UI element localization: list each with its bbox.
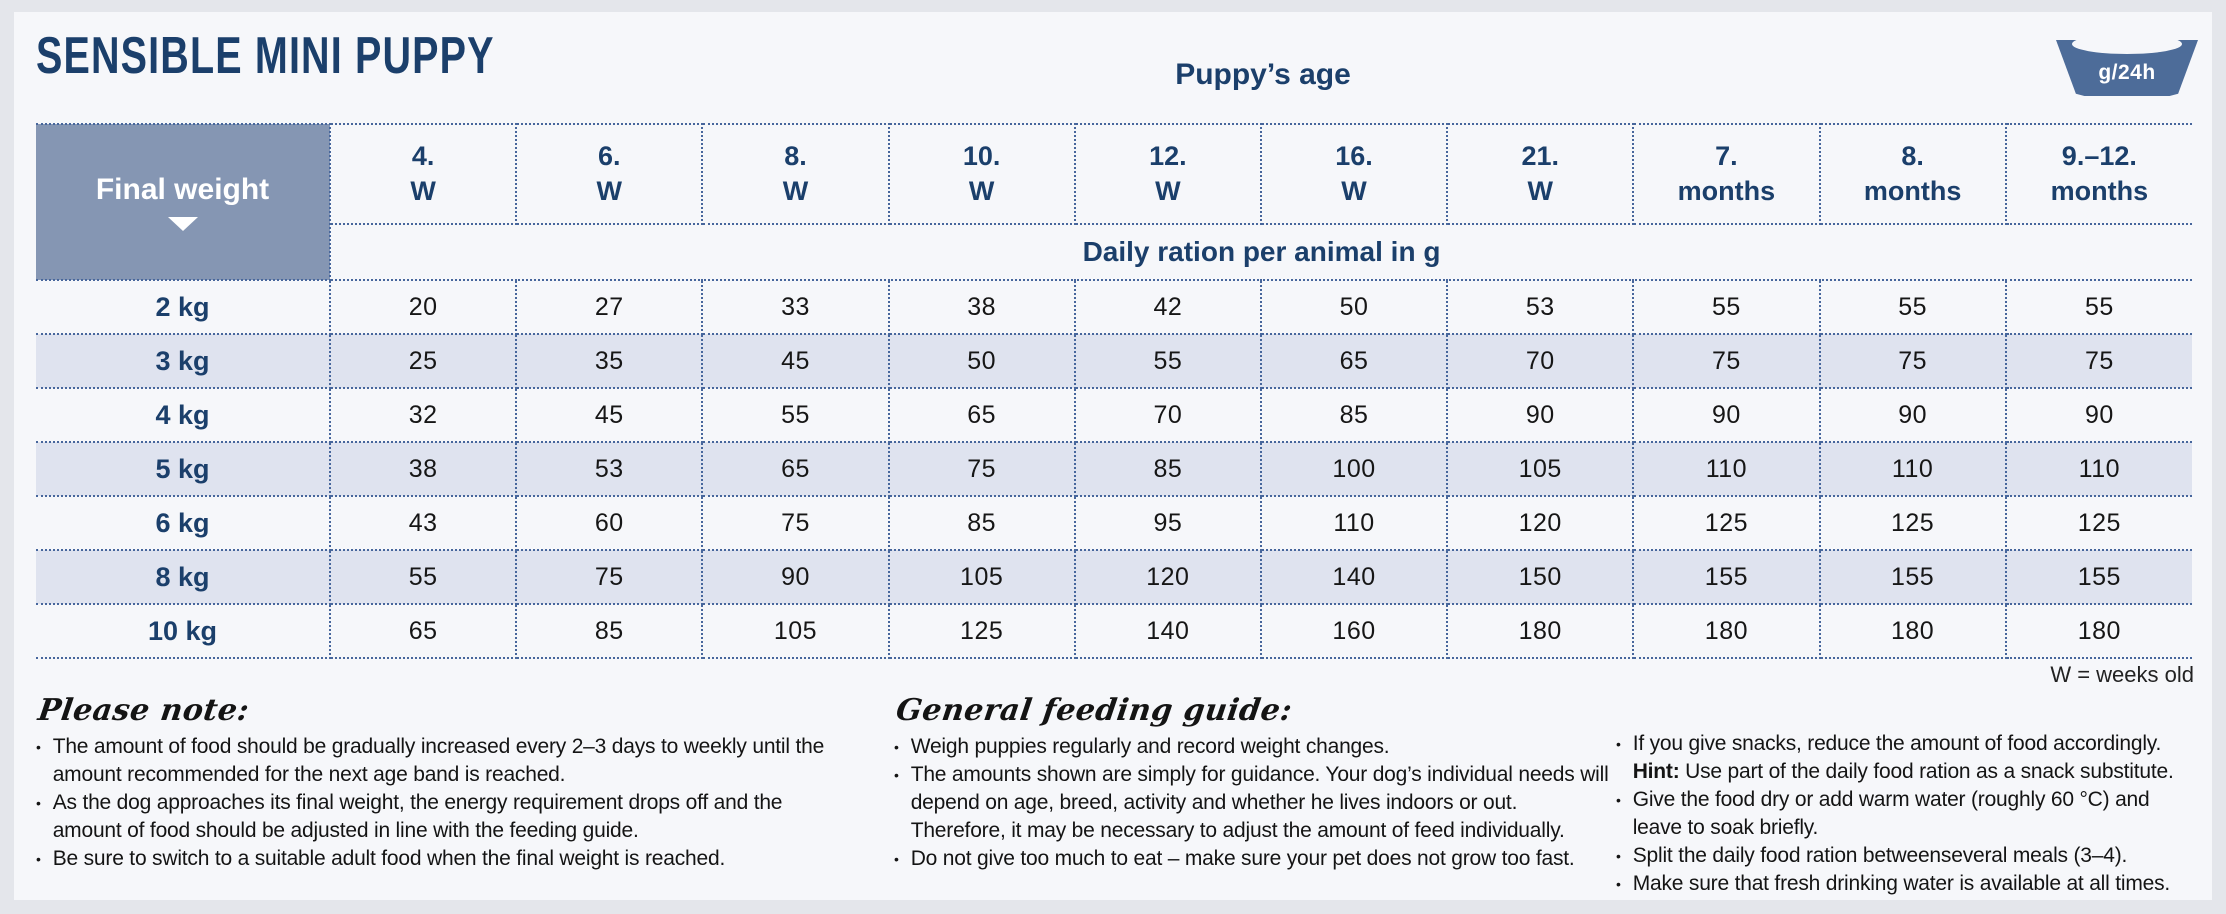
ration-value-cell: 180 [2006,604,2192,658]
ration-value-cell: 65 [889,388,1075,442]
table-title: Puppy’s age [1175,58,1351,91]
arrow-down-icon [168,217,198,231]
ration-value-cell: 140 [1075,604,1261,658]
ration-value-cell: 90 [1633,388,1819,442]
ration-value-cell: 85 [1075,442,1261,496]
weeks-legend: W = weeks old [2050,662,2194,687]
ration-value-cell: 110 [1633,442,1819,496]
ration-value-cell: 85 [1261,388,1447,442]
final-weight-value: 4 kg [36,388,330,442]
bullet-dot-icon: • [1616,876,1621,892]
table-row [36,496,2192,550]
bullet-dot-icon: • [36,851,41,867]
note-text: Give the food dry or add warm water (roughly 60 °C) and leave to soak briefly. [1632,788,2150,839]
tips-list [1616,730,2204,898]
note-bullet [894,733,1610,761]
ration-value-cell: 120 [1075,550,1261,604]
feeding-guide-section [894,694,1610,873]
ration-value-cell: 180 [1820,604,2006,658]
ration-value-cell: 90 [702,550,888,604]
note-bullet [1616,730,2204,786]
note-text: Split the daily food ration betweenseveral meals (3–4). [1632,844,2128,867]
age-header-row [36,124,2192,224]
note-text: Be sure to switch to a suitable adult food when the final weight is reached. [52,847,726,870]
ration-value-cell: 55 [1820,280,2006,334]
note-text: As the dog approaches its final weight, the energy requirement drops off and the amount of food should be adjusted in line with the feeding guide. [52,791,783,842]
note-bullet [894,845,1610,873]
ration-value-cell: 90 [1447,388,1633,442]
ration-value-cell: 45 [516,388,702,442]
note-bullet [36,845,842,873]
ration-value-cell: 75 [889,442,1075,496]
please-note-section [36,694,842,873]
ration-value-cell: 70 [1075,388,1261,442]
ration-value-cell: 110 [1820,442,2006,496]
bullet-dot-icon: • [1616,792,1621,808]
ration-value-cell: 33 [702,280,888,334]
bullet-dot-icon: • [894,767,899,783]
table-row [36,280,2192,334]
ration-value-cell: 38 [889,280,1075,334]
bowl-icon-label: g/24h [2098,61,2156,84]
ration-value-cell: 155 [1820,550,2006,604]
table-row [36,442,2192,496]
feeding-guide-panel [14,12,2212,900]
final-weight-header [36,124,330,280]
age-column-header: 12. W [1075,124,1261,224]
table-row [36,388,2192,442]
food-bowl-icon [2056,32,2198,98]
age-column-header: 21. W [1447,124,1633,224]
please-note-heading: Please note: [35,693,252,728]
note-bullet [1616,870,2204,898]
ration-value-cell: 25 [330,334,516,388]
ration-header-row [36,224,2192,280]
note-text: If you give snacks, reduce the amount of food accordingly. Hint: Use part of the daily food ration as a snack substitute. [1632,732,2174,783]
ration-value-cell: 75 [1820,334,2006,388]
final-weight-value: 10 kg [36,604,330,658]
ration-value-cell: 32 [330,388,516,442]
ration-value-cell: 140 [1261,550,1447,604]
ration-value-cell: 120 [1447,496,1633,550]
ration-value-cell: 125 [2006,496,2192,550]
note-bullet [894,761,1610,845]
bullet-dot-icon: • [1616,848,1621,864]
note-text: The amount of food should be gradually increased every 2–3 days to weekly until the amount recommended for the next age band is reached. [52,735,825,786]
final-weight-value: 5 kg [36,442,330,496]
note-text: Do not give too much to eat – make sure your pet does not grow too fast. [910,847,1575,870]
age-column-header: 7. months [1633,124,1819,224]
ration-value-cell: 55 [2006,280,2192,334]
ration-value-cell: 50 [889,334,1075,388]
bullet-dot-icon: • [1616,736,1621,752]
final-weight-value: 2 kg [36,280,330,334]
ration-value-cell: 105 [1447,442,1633,496]
ration-value-cell: 110 [2006,442,2192,496]
ration-value-cell: 65 [702,442,888,496]
ration-value-cell: 50 [1261,280,1447,334]
ration-value-cell: 75 [1633,334,1819,388]
ration-value-cell: 90 [1820,388,2006,442]
ration-value-cell: 75 [702,496,888,550]
ration-value-cell: 20 [330,280,516,334]
hint-label: Hint: [1632,760,1680,783]
final-weight-value: 3 kg [36,334,330,388]
feeding-table [36,123,2192,659]
ration-value-cell: 75 [2006,334,2192,388]
ration-value-cell: 60 [516,496,702,550]
bowl-rim [2072,34,2182,54]
age-column-header: 4. W [330,124,516,224]
bullet-dot-icon: • [894,739,899,755]
age-column-header: 6. W [516,124,702,224]
product-title: SENSIBLE MINI PUPPY [36,27,495,85]
age-column-header: 16. W [1261,124,1447,224]
ration-value-cell: 180 [1633,604,1819,658]
note-bullet [36,733,842,789]
ration-value-cell: 27 [516,280,702,334]
tips-section [1616,730,2204,898]
ration-value-cell: 85 [516,604,702,658]
ration-value-cell: 105 [889,550,1075,604]
note-bullet [36,789,842,845]
note-text: Weigh puppies regularly and record weight changes. [910,735,1390,758]
ration-value-cell: 90 [2006,388,2192,442]
ration-value-cell: 55 [1633,280,1819,334]
note-bullet [1616,786,2204,842]
ration-value-cell: 150 [1447,550,1633,604]
feeding-guide-list [894,733,1610,873]
ration-value-cell: 160 [1261,604,1447,658]
ration-value-cell: 53 [1447,280,1633,334]
ration-value-cell: 125 [1820,496,2006,550]
ration-value-cell: 70 [1447,334,1633,388]
ration-value-cell: 55 [702,388,888,442]
bullet-dot-icon: • [36,739,41,755]
note-bullet [1616,842,2204,870]
ration-value-cell: 95 [1075,496,1261,550]
ration-value-cell: 55 [330,550,516,604]
ration-value-cell: 155 [1633,550,1819,604]
ration-value-cell: 55 [1075,334,1261,388]
note-text: Make sure that fresh drinking water is available at all times. [1632,872,2171,895]
ration-value-cell: 180 [1447,604,1633,658]
ration-value-cell: 38 [330,442,516,496]
please-note-list [36,733,842,873]
ration-value-cell: 85 [889,496,1075,550]
ration-value-cell: 75 [516,550,702,604]
age-column-header: 9.–12. months [2006,124,2192,224]
ration-value-cell: 65 [1261,334,1447,388]
note-text: The amounts shown are simply for guidance. Your dog’s individual needs will depend on age, breed, activity and whether he lives indoors or out. Therefore, it may be necessary to adjust the amount of feed individually. [910,763,1609,842]
age-column-header: 8. W [702,124,888,224]
bullet-dot-icon: • [894,851,899,867]
ration-value-cell: 42 [1075,280,1261,334]
ration-value-cell: 110 [1261,496,1447,550]
bullet-dot-icon: • [36,795,41,811]
age-column-header: 10. W [889,124,1075,224]
table-row [36,550,2192,604]
ration-value-cell: 100 [1261,442,1447,496]
ration-value-cell: 53 [516,442,702,496]
final-weight-value: 6 kg [36,496,330,550]
ration-value-cell: 45 [702,334,888,388]
table-row [36,334,2192,388]
ration-value-cell: 125 [889,604,1075,658]
ration-value-cell: 105 [702,604,888,658]
age-column-header: 8. months [1820,124,2006,224]
final-weight-header-label: Final weight [95,173,270,206]
table-row [36,604,2192,658]
ration-value-cell: 155 [2006,550,2192,604]
ration-value-cell: 65 [330,604,516,658]
final-weight-value: 8 kg [36,550,330,604]
ration-value-cell: 125 [1633,496,1819,550]
feeding-guide-heading: General feeding guide: [893,693,1295,728]
ration-value-cell: 43 [330,496,516,550]
ration-subheader: Daily ration per animal in g [330,224,2192,280]
ration-value-cell: 35 [516,334,702,388]
